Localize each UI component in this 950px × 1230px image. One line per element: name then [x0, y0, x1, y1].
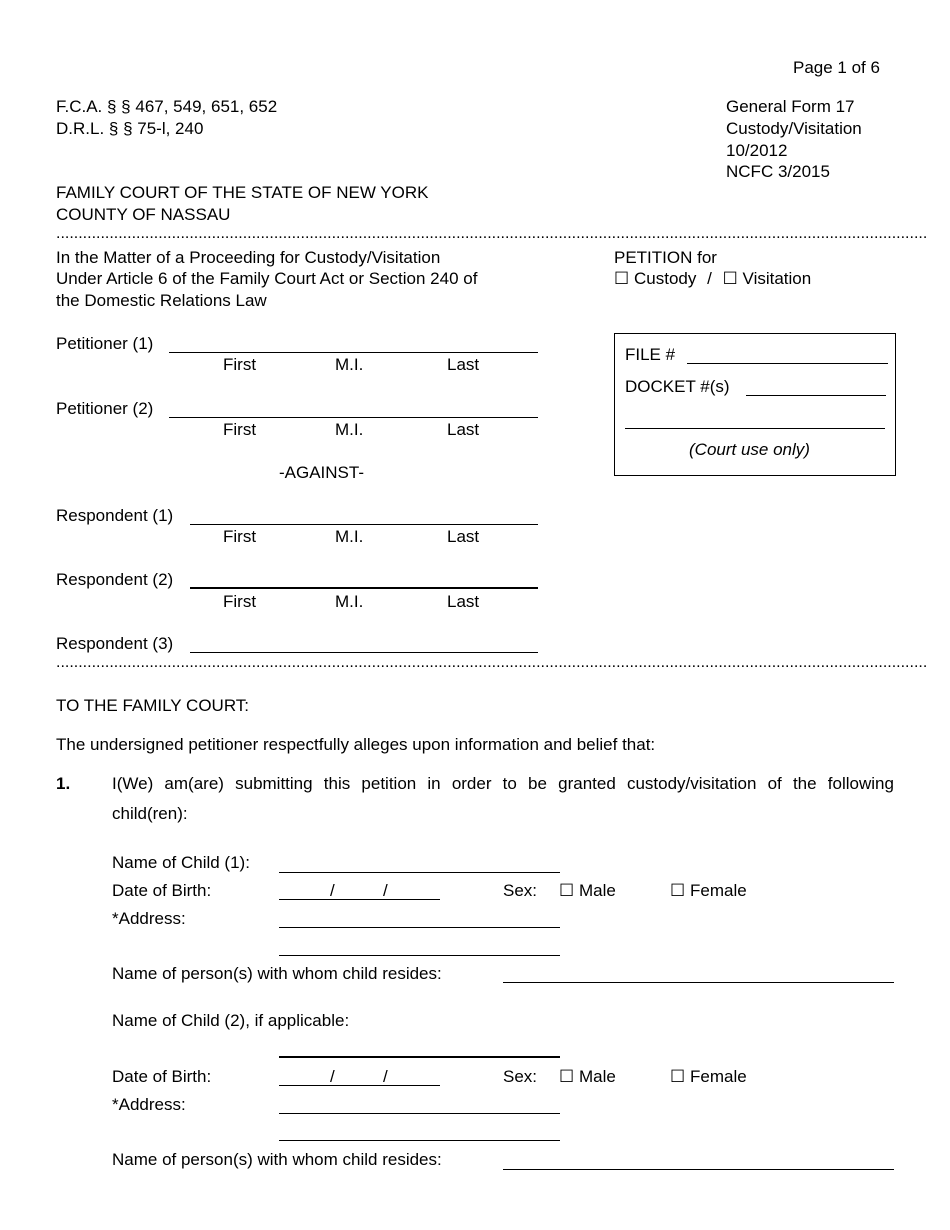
item-1-word: following: [827, 774, 894, 793]
child-1-female-label: Female: [689, 881, 747, 900]
item-1-word: petition: [361, 774, 417, 793]
respondent-3-name-field[interactable]: [190, 652, 538, 653]
petitioner-1-name-field[interactable]: [169, 352, 538, 353]
child-1-resides-label: Name of person(s) with whom child resides:: [112, 964, 442, 983]
petitioner-2-first-caption: First: [223, 420, 257, 439]
court-use-box: [614, 333, 896, 476]
child-1-name-field[interactable]: [279, 872, 560, 873]
item-1-word: order: [451, 774, 492, 793]
petitioner-2-label: Petitioner (2): [56, 399, 154, 418]
petitioner-2-mi-caption: M.I.: [335, 420, 364, 439]
child-2-dob-label: Date of Birth:: [112, 1067, 212, 1086]
child-2-address-field-2[interactable]: [279, 1140, 560, 1141]
child-1-male-option: [559, 882, 616, 899]
respondent-1-first-caption: First: [223, 527, 257, 546]
child-1-address-label: *Address:: [112, 909, 186, 928]
visitation-label: Visitation: [742, 269, 812, 288]
petitioner-2-last-caption: Last: [447, 420, 480, 439]
respondent-2-name-field[interactable]: [190, 587, 538, 589]
petition-type-row: [614, 270, 811, 287]
petition-type-separator: /: [707, 269, 712, 288]
respondent-1-name-field[interactable]: [190, 524, 538, 525]
petition-intro: The undersigned petitioner respectfully alleges upon information and belief that:: [56, 735, 656, 754]
child-1-female-checkbox[interactable]: ☐: [670, 881, 686, 900]
child-1-address-field-2[interactable]: [279, 955, 560, 956]
form-date: 10/2012: [726, 141, 788, 160]
child-1-dob-slash-2: /: [383, 881, 388, 900]
custody-checkbox[interactable]: ☐: [614, 269, 630, 288]
child-2-name-field[interactable]: [279, 1056, 560, 1058]
visitation-checkbox[interactable]: ☐: [722, 269, 738, 288]
child-1-address-field-1[interactable]: [279, 927, 560, 928]
against-label: -AGAINST-: [279, 463, 365, 482]
child-2-female-option: [670, 1068, 747, 1085]
child-1-resides-field[interactable]: [503, 982, 894, 983]
item-1-word: granted: [558, 774, 616, 793]
custody-label: Custody: [633, 269, 697, 288]
item-1-word: I(We): [112, 774, 154, 793]
item-1-word: the: [792, 774, 817, 793]
respondent-1-last-caption: Last: [447, 527, 480, 546]
child-2-female-checkbox[interactable]: ☐: [670, 1067, 686, 1086]
court-county: COUNTY OF NASSAU: [56, 205, 231, 224]
page-number: Page 1 of 6: [793, 58, 880, 77]
child-2-address-label: *Address:: [112, 1095, 186, 1114]
child-2-male-checkbox[interactable]: ☐: [559, 1067, 575, 1086]
court-use-rule: [625, 428, 885, 429]
file-number-label: FILE #: [625, 345, 676, 364]
to-family-court: TO THE FAMILY COURT:: [56, 696, 250, 715]
respondent-1-label: Respondent (1): [56, 506, 174, 525]
child-1-male-label: Male: [578, 881, 616, 900]
child-1-male-checkbox[interactable]: ☐: [559, 881, 575, 900]
respondent-1-mi-caption: M.I.: [335, 527, 364, 546]
child-2-female-label: Female: [689, 1067, 747, 1086]
child-2-resides-field[interactable]: [503, 1169, 894, 1170]
docket-number-label: DOCKET #(s): [625, 377, 730, 396]
form-type: Custody/Visitation: [726, 119, 862, 138]
court-use-only-label: (Court use only): [689, 440, 810, 459]
item-1-word: am(are): [164, 774, 224, 793]
child-1-name-label: Name of Child (1):: [112, 853, 250, 872]
form-revision: NCFC 3/2015: [726, 162, 830, 181]
item-1-word: this: [323, 774, 351, 793]
petitioner-1-first-caption: First: [223, 355, 257, 374]
petitioner-2-name-field[interactable]: [169, 417, 538, 418]
court-name: FAMILY COURT OF THE STATE OF NEW YORK: [56, 183, 429, 202]
item-1-word: to: [502, 774, 517, 793]
child-1-dob-slash-1: /: [330, 881, 335, 900]
respondent-3-label: Respondent (3): [56, 634, 174, 653]
item-1-word: custody/visitation: [626, 774, 757, 793]
respondent-2-label: Respondent (2): [56, 570, 174, 589]
child-2-dob-slash-1: /: [330, 1067, 335, 1086]
item-1-number: 1.: [56, 774, 71, 793]
petitioner-1-label: Petitioner (1): [56, 334, 154, 353]
item-1-text-line-1: [112, 775, 894, 792]
child-2-resides-label: Name of person(s) with whom child resides:: [112, 1150, 442, 1169]
file-number-field[interactable]: [687, 363, 888, 364]
matter-line-2: Under Article 6 of the Family Court Act or Section 240 of: [56, 269, 478, 288]
child-1-sex-label: Sex:: [503, 881, 538, 900]
docket-number-field[interactable]: [746, 395, 886, 396]
item-1-text-line-2: child(ren):: [112, 804, 188, 823]
child-2-address-field-1[interactable]: [279, 1113, 560, 1114]
petitioner-1-mi-caption: M.I.: [335, 355, 364, 374]
matter-line-1: In the Matter of a Proceeding for Custody/Visitation: [56, 248, 441, 267]
petitioner-1-last-caption: Last: [447, 355, 480, 374]
citation-drl: D.R.L. § § 75-l, 240: [56, 119, 204, 138]
respondent-2-mi-caption: M.I.: [335, 592, 364, 611]
child-2-male-option: [559, 1068, 616, 1085]
item-1-word: in: [427, 774, 441, 793]
matter-line-3: the Domestic Relations Law: [56, 291, 267, 310]
citation-fca: F.C.A. § § 467, 549, 651, 652: [56, 97, 278, 116]
child-2-sex-label: Sex:: [503, 1067, 538, 1086]
child-2-dob-slash-2: /: [383, 1067, 388, 1086]
respondent-2-first-caption: First: [223, 592, 257, 611]
dotted-separator-top: ....................................................................................................................................................................................................: [56, 225, 928, 242]
child-1-dob-label: Date of Birth:: [112, 881, 212, 900]
petition-for-title: PETITION for: [614, 248, 717, 267]
item-1-word: be: [528, 774, 547, 793]
child-1-dob-field[interactable]: [279, 899, 440, 900]
child-2-male-label: Male: [578, 1067, 616, 1086]
item-1-word: submitting: [235, 774, 313, 793]
child-1-female-option: [670, 882, 747, 899]
dotted-separator-bottom: ....................................................................................................................................................................................................: [56, 654, 928, 671]
child-2-name-label: Name of Child (2), if applicable:: [112, 1011, 350, 1030]
item-1-word: of: [767, 774, 782, 793]
child-2-dob-field[interactable]: [279, 1085, 440, 1086]
respondent-2-last-caption: Last: [447, 592, 480, 611]
form-number: General Form 17: [726, 97, 855, 116]
